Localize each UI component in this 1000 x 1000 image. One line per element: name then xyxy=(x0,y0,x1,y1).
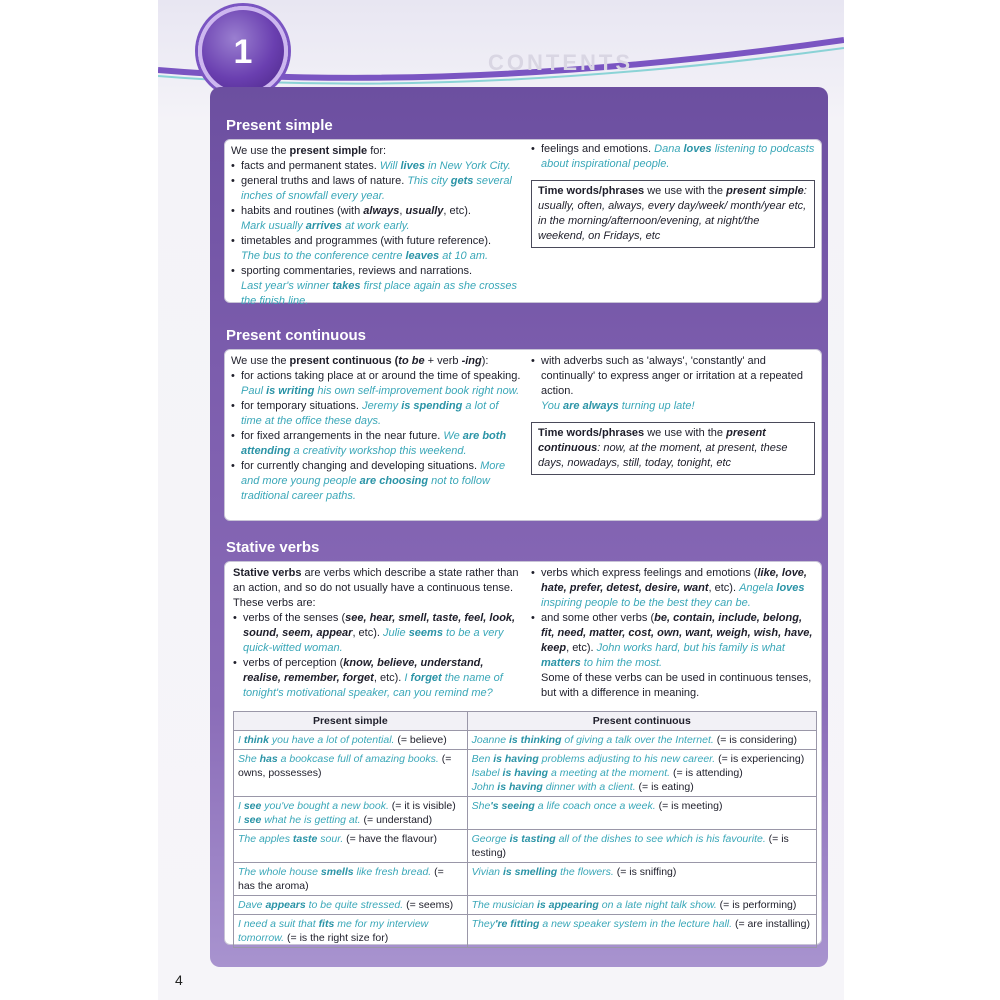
example-line: I think you have a lot of potential. (= believe) xyxy=(238,734,447,746)
present-continuous-cell xyxy=(467,797,816,830)
example-line: They're fitting a new speaker system in the lecture hall. (= are installing) xyxy=(471,918,810,930)
present-simple-uses xyxy=(231,159,521,309)
example-line: She has a bookcase full of amazing books. (= owns, possesses) xyxy=(238,753,452,779)
example-line: Vivian is smelling the flowers. (= is sniffing) xyxy=(471,866,677,878)
table-body xyxy=(234,731,817,948)
meaning-note: (= is performing) xyxy=(716,899,797,911)
present-continuous-cell xyxy=(467,830,816,863)
present-simple-cell xyxy=(234,896,468,915)
present-continuous-cell xyxy=(467,731,816,750)
table-header-row xyxy=(234,712,817,731)
page-number: 4 xyxy=(175,972,183,988)
column-header: Present continuous xyxy=(467,712,816,731)
example-line: Joanne is thinking of giving a talk over the Internet. (= is considering) xyxy=(471,734,797,746)
stative-verbs-right-col xyxy=(531,566,817,701)
list-item: • for currently changing and developing situations. More and more young people are choosing not to follow traditional career paths. xyxy=(231,459,521,504)
list-item: • feelings and emotions. Dana loves listening to podcasts about inspirational people. xyxy=(531,142,815,172)
example-line: George is tasting all of the dishes to see which is his favourite. (= is testing) xyxy=(471,833,789,859)
table-row xyxy=(234,830,817,863)
column-header: Present simple xyxy=(234,712,468,731)
meaning-note: (= is meeting) xyxy=(655,800,723,812)
table-row xyxy=(234,797,817,830)
stative-verbs-list xyxy=(233,611,523,701)
example-line: The apples taste sour. (= have the flavour) xyxy=(238,833,437,845)
present-simple-time-words: Time words/phrases we use with the present simple: usually, often, always, every day/week/ month/year etc, in the morning/afternoon/evening, at night/the weekend, on Fridays, etc xyxy=(531,180,815,248)
present-continuous-cell xyxy=(467,915,816,948)
meaning-note: (= understand) xyxy=(360,814,433,826)
present-simple-left-col xyxy=(231,144,521,309)
meaning-note: (= is sniffing) xyxy=(613,866,677,878)
list-item: • general truths and laws of nature. This city gets several inches of snowfall every year. xyxy=(231,174,521,204)
present-simple-title: Present simple xyxy=(226,117,333,134)
present-continuous-right-col xyxy=(531,354,815,475)
present-simple-cell xyxy=(234,731,468,750)
present-continuous-title: Present continuous xyxy=(226,327,367,344)
table-row xyxy=(234,863,817,896)
present-simple-right-col xyxy=(531,142,815,248)
meaning-note: (= is eating) xyxy=(635,781,694,793)
list-item: • verbs which express feelings and emotions (like, love, hate, prefer, detest, desire, want, etc). Angela loves inspiring people to be the best they can be. xyxy=(531,566,817,611)
page-header xyxy=(158,0,844,100)
list-item: • for temporary situations. Jeremy is spending a lot of time at the office these days. xyxy=(231,399,521,429)
present-continuous-cell xyxy=(467,750,816,797)
stative-verbs-left-col xyxy=(233,566,523,701)
present-continuous-time-words: Time words/phrases we use with the present continuous: now, at the moment, at present, these days, nowadays, still, today, tonight, etc xyxy=(531,422,815,475)
present-simple-cell xyxy=(234,830,468,863)
list-item: • habits and routines (with always, usually, etc). Mark usually arrives at work early. xyxy=(231,204,521,234)
meaning-note: (= believe) xyxy=(394,734,447,746)
example-line: Isabel is having a meeting at the moment. (= is attending) xyxy=(471,767,743,779)
table-row xyxy=(234,896,817,915)
example-line: She's seeing a life coach once a week. (= is meeting) xyxy=(471,800,723,812)
present-continuous-uses xyxy=(231,369,521,504)
present-continuous-box xyxy=(224,349,822,521)
present-simple-cell xyxy=(234,915,468,948)
unit-badge xyxy=(198,6,288,96)
meaning-note: (= is the right size for) xyxy=(284,932,389,944)
list-item: • verbs of the senses (see, hear, smell, taste, feel, look, sound, seem, appear, etc). Julie seems to be a very quick-witted woman. xyxy=(233,611,523,656)
stative-verbs-box xyxy=(224,561,822,945)
present-simple-cell xyxy=(234,797,468,830)
stative-verbs-title: Stative verbs xyxy=(226,539,320,556)
table-row xyxy=(234,915,817,948)
stative-comparison-table xyxy=(233,711,817,948)
meaning-note: (= seems) xyxy=(403,899,454,911)
example-line: The musician is appearing on a late night talk show. (= is performing) xyxy=(471,899,797,911)
table-row xyxy=(234,750,817,797)
list-item: • verbs of perception (know, believe, understand, realise, remember, forget, etc). I forget the name of tonight's motivational speaker, can you remind me? xyxy=(233,656,523,701)
example-line: I need a suit that fits me for my interview tomorrow. (= is the right size for) xyxy=(238,918,429,944)
example-line: I see what he is getting at. (= understand) xyxy=(238,814,433,826)
present-simple-cell xyxy=(234,750,468,797)
faint-background-heading: CONTENTS xyxy=(488,50,633,75)
textbook-page xyxy=(158,0,844,1000)
example-line: I see you've bought a new book. (= it is visible) xyxy=(238,800,456,812)
present-simple-box xyxy=(224,139,822,307)
present-simple-intro: We use the present simple for: xyxy=(231,145,387,157)
meaning-note: (= has the aroma) xyxy=(238,866,444,892)
list-item: • for fixed arrangements in the near future. We are both attending a creativity workshop this weekend. xyxy=(231,429,521,459)
list-item: • and some other verbs (be, contain, include, belong, fit, need, matter, cost, own, want, weigh, wish, have, keep, etc). John works hard, but his family is what matters to him the most. xyxy=(531,611,817,671)
example-line: Ben is having problems adjusting to his new career. (= is experiencing) xyxy=(471,753,805,765)
present-continuous-left-col xyxy=(231,354,521,504)
table-row xyxy=(234,731,817,750)
meaning-note: (= are installing) xyxy=(732,918,810,930)
stative-verbs-closing: Some of these verbs can be used in continuous tenses, but with a difference in meaning. xyxy=(541,672,812,699)
present-continuous-cell xyxy=(467,896,816,915)
example-line: The whole house smells like fresh bread. (= has the aroma) xyxy=(238,866,444,892)
present-continuous-intro: We use the present continuous (to be + verb -ing): xyxy=(231,355,489,367)
present-simple-uses-cont xyxy=(531,142,815,172)
meaning-note: (= is considering) xyxy=(713,734,797,746)
unit-number: 1 xyxy=(233,33,253,71)
list-item: • facts and permanent states. Will lives in New York City. xyxy=(231,159,521,174)
present-simple-cell xyxy=(234,863,468,896)
list-item: • sporting commentaries, reviews and narrations. Last year's winner takes first place again as she crosses the finish line. xyxy=(231,264,521,309)
meaning-note: (= is testing) xyxy=(471,833,789,859)
present-continuous-cell xyxy=(467,863,816,896)
grammar-panel xyxy=(210,87,828,967)
list-item: • with adverbs such as 'always', 'constantly' and continually' to express anger or irritation at a repeated action. You are always turning up late! xyxy=(531,354,815,414)
present-continuous-uses-cont xyxy=(531,354,815,414)
meaning-note: (= is experiencing) xyxy=(715,753,805,765)
meaning-note: (= have the flavour) xyxy=(343,833,437,845)
example-line: Dave appears to be quite stressed. (= seems) xyxy=(238,899,454,911)
example-line: John is having dinner with a client. (= is eating) xyxy=(471,781,694,793)
meaning-note: (= is attending) xyxy=(670,767,743,779)
list-item: • timetables and programmes (with future reference). The bus to the conference centre leaves at 10 am. xyxy=(231,234,521,264)
meaning-note: (= owns, possesses) xyxy=(238,753,452,779)
meaning-note: (= it is visible) xyxy=(388,800,456,812)
list-item: • for actions taking place at or around the time of speaking. Paul is writing his own self-improvement book right now. xyxy=(231,369,521,399)
stative-verbs-intro: Stative verbs are verbs which describe a state rather than an action, and so do not usually have a continuous tense. These verbs are: xyxy=(233,567,519,609)
stative-verbs-list-cont xyxy=(531,566,817,671)
